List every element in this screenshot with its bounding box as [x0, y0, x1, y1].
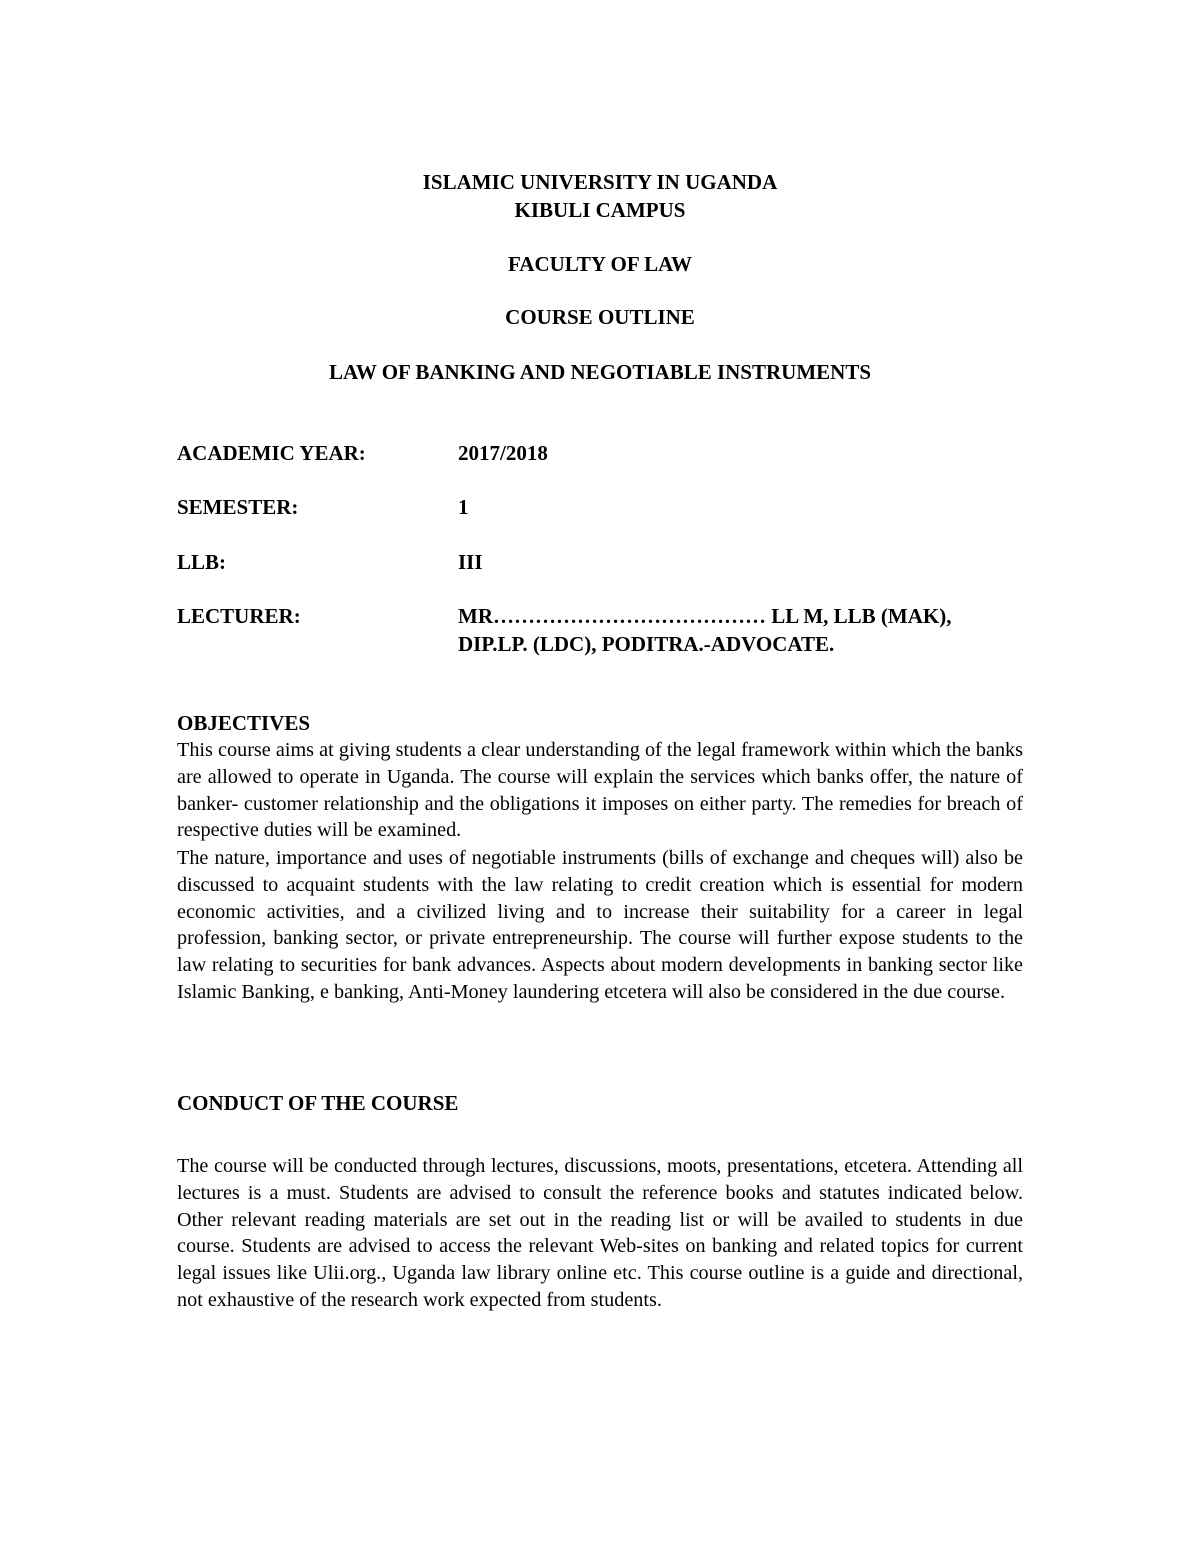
llb-value: III [458, 550, 483, 574]
academic-year-value: 2017/2018 [458, 441, 548, 465]
course-title: LAW OF BANKING AND NEGOTIABLE INSTRUMENTS [328, 360, 872, 384]
llb-label: LLB: [177, 550, 227, 574]
semester-label: SEMESTER: [177, 495, 299, 519]
conduct-heading: CONDUCT OF THE COURSE [177, 1091, 459, 1115]
lecturer-label: LECTURER: [177, 604, 301, 628]
university-name: ISLAMIC UNIVERSITY IN UGANDA [422, 170, 778, 194]
objectives-paragraph-1: This course aims at giving students a clear understanding of the legal framework within which the banks are allowed to operate in Uganda. The course will explain the services which banks offer, the nature of banker- customer relationship and the obligations it imposes on either party. The remedies for breach of respective duties will be examined. [177, 739, 1023, 842]
lecturer-value-line2: DIP.LP. (LDC), PODITRA.-ADVOCATE. [458, 632, 835, 656]
academic-year-label: ACADEMIC YEAR: [177, 441, 366, 465]
conduct-paragraph: The course will be conducted through lectures, discussions, moots, presentations, etcetera. Attending all lectures is a must. Students are advised to consult the reference books and statutes indicated below. Other relevant reading materials are set out in the reading list or will be availed to students in due course. Students are advised to access the relevant Web-sites on banking and related topics for current legal issues like Ulii.org., Uganda law library online etc. This course outline is a guide and directional, not exhaustive of the research work expected from students. [177, 1155, 1023, 1311]
objectives-paragraph-2: The nature, importance and uses of negotiable instruments (bills of exchange and cheques will) also be discussed to acquaint students with the law relating to credit creation which is essential for modern economic activities, and a civilized living and to increase their suitability for a career in legal profession, banking sector, or private entrepreneurship. The course will further expose students to the law relating to securities for bank advances. Aspects about modern developments in banking sector like Islamic Banking, e banking, Anti-Money laundering etcetera will also be considered in the due course. [177, 847, 1023, 1003]
faculty-name: FACULTY OF LAW [508, 252, 692, 276]
document-type: COURSE OUTLINE [505, 305, 695, 329]
campus-name: KIBULI CAMPUS [514, 198, 686, 222]
lecturer-value-line1: MR………………………………… LL M, LLB (MAK), [458, 604, 952, 628]
objectives-heading: OBJECTIVES [177, 711, 311, 735]
semester-value: 1 [458, 495, 469, 519]
